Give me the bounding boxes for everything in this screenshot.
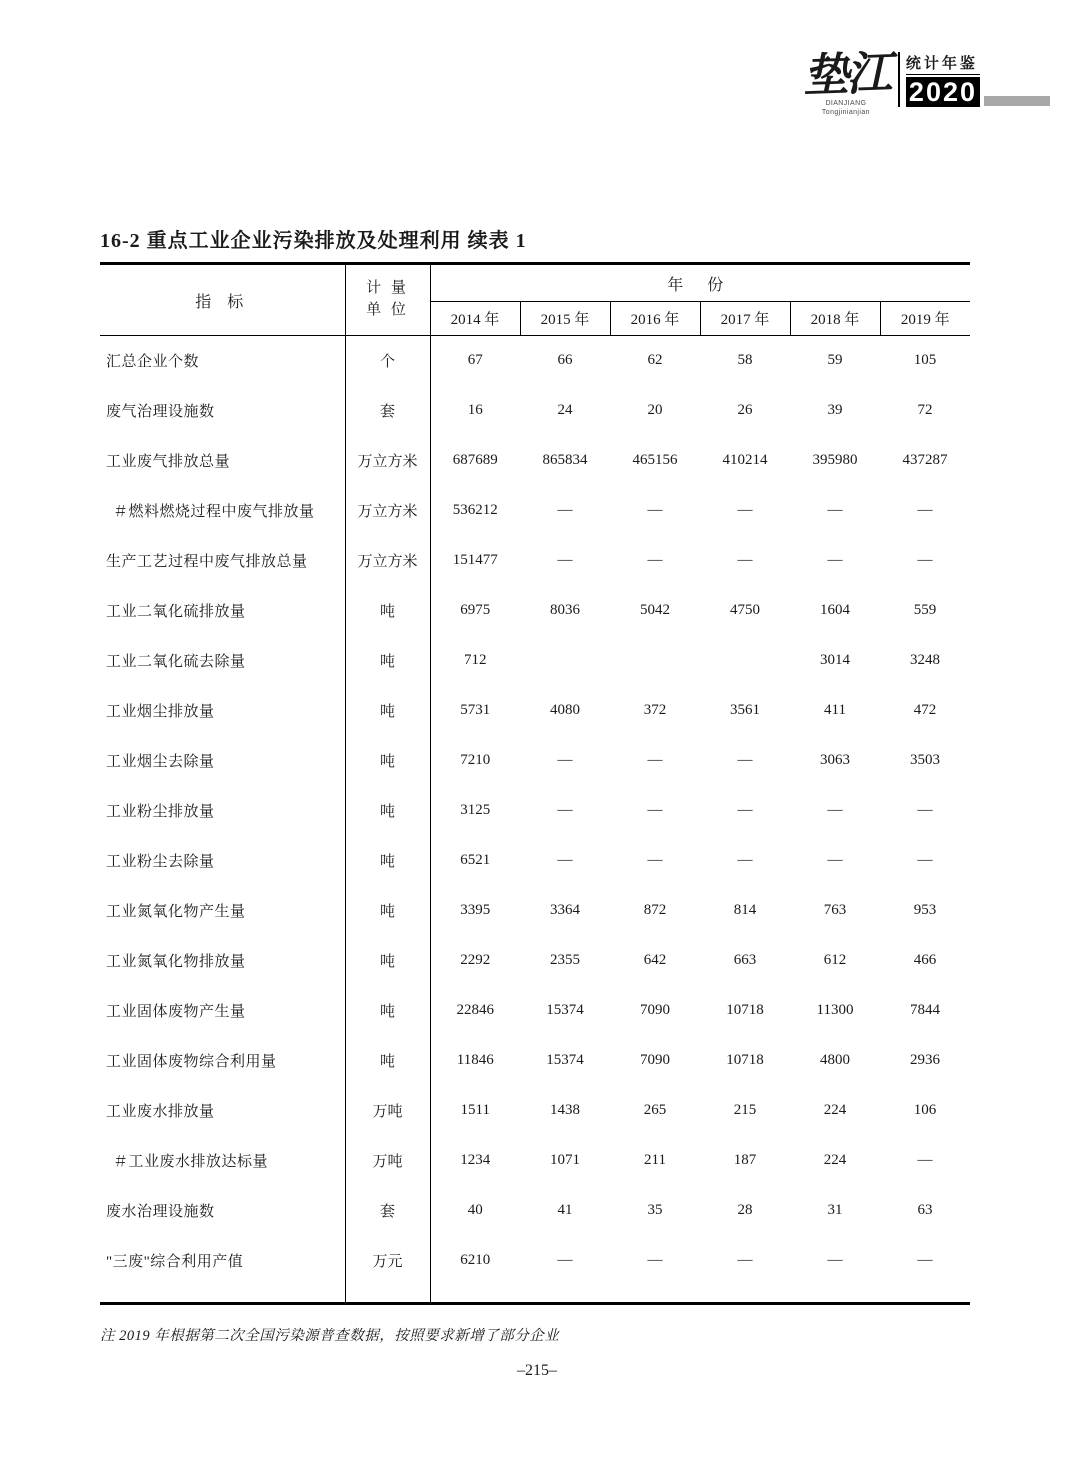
spacer-cell bbox=[345, 1286, 430, 1304]
value-cell: 411 bbox=[824, 702, 846, 718]
value-cell: — bbox=[647, 752, 663, 768]
value-cell: 814 bbox=[733, 902, 757, 918]
indicator-cell: 工业废气排放总量 bbox=[100, 436, 345, 486]
value-cell: 211 bbox=[644, 1152, 666, 1168]
value-cell: 187 bbox=[733, 1152, 757, 1168]
indicator-cell: ＃工业废水排放达标量 bbox=[100, 1136, 345, 1186]
logo-subtext-line2: Tongjinianjian bbox=[821, 108, 870, 116]
value-cell: 22846 bbox=[456, 1002, 494, 1018]
value-cell: 2355 bbox=[550, 952, 580, 968]
unit-cell: 吨 bbox=[345, 686, 430, 736]
indicator-cell: ＃燃料燃烧过程中废气排放量 bbox=[100, 486, 345, 536]
value-cell: 15374 bbox=[546, 1052, 584, 1068]
indicator-cell: 汇总企业个数 bbox=[100, 336, 345, 386]
value-cell: 410214 bbox=[722, 452, 768, 468]
table-row bbox=[100, 936, 970, 986]
unit-cell: 吨 bbox=[345, 936, 430, 986]
value-cell: — bbox=[917, 552, 933, 568]
value-cell: 872 bbox=[643, 902, 667, 918]
unit-cell: 吨 bbox=[345, 736, 430, 786]
value-cell: 16 bbox=[467, 402, 483, 418]
value-cell: 66 bbox=[557, 352, 573, 369]
value-cell: 1071 bbox=[550, 1152, 580, 1168]
value-cell: — bbox=[557, 852, 573, 868]
spacer-cell bbox=[100, 1286, 345, 1304]
value-cell: — bbox=[557, 1252, 573, 1268]
yearbook-logo bbox=[802, 47, 980, 118]
value-cell: 39 bbox=[827, 402, 843, 418]
table-row bbox=[100, 686, 970, 736]
value-cell: 3561 bbox=[730, 702, 760, 718]
table-row bbox=[100, 1186, 970, 1236]
value-cell: — bbox=[917, 1152, 933, 1168]
value-cell: — bbox=[737, 502, 753, 518]
unit-cell: 吨 bbox=[345, 986, 430, 1036]
indicator-cell: 废气治理设施数 bbox=[100, 386, 345, 436]
value-cell: 40 bbox=[467, 1202, 483, 1218]
value-cell: — bbox=[557, 552, 573, 568]
value-cell: 395980 bbox=[812, 452, 858, 468]
logo-subtext bbox=[803, 100, 889, 118]
value-cell: 20 bbox=[647, 402, 663, 418]
table-row bbox=[100, 1086, 970, 1136]
value-cell bbox=[520, 636, 610, 686]
value-cell: 28 bbox=[737, 1202, 753, 1218]
value-cell: — bbox=[737, 852, 753, 868]
value-cell: 2292 bbox=[460, 952, 491, 968]
unit-cell: 万吨 bbox=[345, 1136, 430, 1186]
value-cell: 2936 bbox=[910, 1052, 941, 1068]
value-cell: 63 bbox=[917, 1202, 933, 1218]
unit-cell: 吨 bbox=[345, 786, 430, 836]
value-cell: 15374 bbox=[546, 1002, 584, 1018]
value-cell: 466 bbox=[913, 952, 937, 968]
value-cell: — bbox=[827, 1252, 843, 1268]
value-cell: — bbox=[557, 502, 573, 518]
indicator-cell: 工业粉尘排放量 bbox=[100, 786, 345, 836]
table-row bbox=[100, 486, 970, 536]
value-cell: 3395 bbox=[460, 902, 491, 918]
value-cell: 67 bbox=[467, 352, 483, 369]
value-cell: 10718 bbox=[726, 1002, 764, 1018]
value-cell: 31 bbox=[827, 1202, 843, 1218]
value-cell: 26 bbox=[737, 402, 753, 418]
indicator-cell: 工业烟尘排放量 bbox=[100, 686, 345, 736]
value-cell: — bbox=[647, 852, 663, 868]
value-cell: 472 bbox=[913, 702, 937, 718]
value-cell: 224 bbox=[823, 1152, 847, 1168]
value-cell: 3248 bbox=[910, 652, 941, 668]
page-title: 16-2 重点工业企业污染排放及处理利用 续表 1 bbox=[100, 230, 527, 252]
value-cell: 8036 bbox=[550, 602, 580, 618]
indicator-cell: 生产工艺过程中废气排放总量 bbox=[100, 536, 345, 586]
unit-cell: 万元 bbox=[345, 1236, 430, 1286]
value-cell: 1438 bbox=[550, 1102, 580, 1118]
unit-cell: 吨 bbox=[345, 1036, 430, 1086]
value-cell: 536212 bbox=[452, 502, 498, 518]
value-cell: — bbox=[917, 1252, 933, 1268]
table-row bbox=[100, 786, 970, 836]
indicator-cell: 工业粉尘去除量 bbox=[100, 836, 345, 886]
header-indicator: 指 标 bbox=[100, 264, 345, 336]
value-cell: — bbox=[917, 502, 933, 518]
header-unit-line2: 单 位 bbox=[366, 302, 409, 318]
indicator-cell: 工业氮氧化物产生量 bbox=[100, 886, 345, 936]
unit-cell: 吨 bbox=[345, 586, 430, 636]
header-year-group: 年 份 bbox=[430, 264, 970, 302]
value-cell: 437287 bbox=[902, 452, 948, 468]
table-row bbox=[100, 586, 970, 636]
value-cell: 58 bbox=[737, 352, 753, 369]
value-cell: 7844 bbox=[910, 1002, 941, 1018]
value-cell: 10718 bbox=[726, 1052, 764, 1068]
value-cell: 4800 bbox=[820, 1052, 850, 1068]
indicator-cell: 工业烟尘去除量 bbox=[100, 736, 345, 786]
value-cell: 663 bbox=[733, 952, 757, 968]
table-row bbox=[100, 1136, 970, 1186]
value-cell: 11846 bbox=[456, 1052, 494, 1068]
unit-cell: 万立方米 bbox=[345, 486, 430, 536]
value-cell: 11300 bbox=[816, 1002, 854, 1018]
unit-cell: 万立方米 bbox=[345, 536, 430, 586]
value-cell: 106 bbox=[913, 1102, 937, 1118]
header-year-col-2: 2016 年 bbox=[610, 302, 700, 336]
value-cell: — bbox=[647, 1252, 663, 1268]
value-cell: 4080 bbox=[550, 702, 580, 718]
unit-cell: 吨 bbox=[345, 886, 430, 936]
header-year-col-3: 2017 年 bbox=[700, 302, 790, 336]
value-cell: — bbox=[737, 752, 753, 768]
value-cell: — bbox=[827, 802, 843, 818]
header-year-col-1: 2015 年 bbox=[520, 302, 610, 336]
value-cell: 105 bbox=[913, 352, 937, 369]
value-cell: — bbox=[737, 802, 753, 818]
value-cell bbox=[700, 636, 790, 686]
indicator-cell: 废水治理设施数 bbox=[100, 1186, 345, 1236]
indicator-cell: 工业二氧化硫排放量 bbox=[100, 586, 345, 636]
value-cell: 62 bbox=[647, 352, 663, 369]
value-cell bbox=[610, 636, 700, 686]
header-unit-line1: 计 量 bbox=[366, 280, 409, 297]
spacer-cell bbox=[430, 1286, 970, 1304]
logo-yearbook-title: 统计年鉴 bbox=[906, 52, 980, 75]
value-cell: 1234 bbox=[460, 1152, 491, 1168]
table-row bbox=[100, 886, 970, 936]
value-cell: 151477 bbox=[452, 552, 498, 568]
value-cell: — bbox=[557, 802, 573, 818]
value-cell: 59 bbox=[827, 352, 843, 369]
value-cell: 612 bbox=[823, 952, 847, 968]
value-cell: 6521 bbox=[460, 852, 491, 868]
table-row bbox=[100, 636, 970, 686]
value-cell: 6975 bbox=[460, 602, 491, 618]
header-year-col-4: 2018 年 bbox=[790, 302, 880, 336]
header-year-col-0: 2014 年 bbox=[430, 302, 520, 336]
value-cell: — bbox=[647, 552, 663, 568]
table-row bbox=[100, 336, 970, 386]
table-row bbox=[100, 1036, 970, 1086]
value-cell: 7210 bbox=[460, 752, 491, 768]
value-cell: 865834 bbox=[542, 452, 588, 468]
value-cell: — bbox=[917, 802, 933, 818]
table-row bbox=[100, 436, 970, 486]
value-cell: 5731 bbox=[460, 702, 491, 718]
value-cell: 215 bbox=[733, 1102, 757, 1118]
value-cell: 3063 bbox=[820, 752, 850, 768]
value-cell: 3125 bbox=[460, 802, 491, 818]
indicator-cell: 工业废水排放量 bbox=[100, 1086, 345, 1136]
value-cell: 7090 bbox=[640, 1052, 670, 1068]
value-cell: 1511 bbox=[460, 1102, 490, 1118]
value-cell: 465156 bbox=[632, 452, 678, 468]
value-cell: 5042 bbox=[640, 602, 670, 618]
indicator-cell: 工业氮氧化物排放量 bbox=[100, 936, 345, 986]
logo-calligraphy: 垫江 bbox=[802, 47, 890, 102]
value-cell: — bbox=[557, 752, 573, 768]
spacer-row bbox=[100, 1286, 970, 1304]
value-cell: — bbox=[647, 802, 663, 818]
indicator-cell: 工业固体废物综合利用量 bbox=[100, 1036, 345, 1086]
value-cell: 559 bbox=[913, 602, 937, 618]
indicator-cell: "三废"综合利用产值 bbox=[100, 1236, 345, 1286]
header-year-col-5: 2019 年 bbox=[880, 302, 970, 336]
unit-cell: 个 bbox=[345, 336, 430, 386]
value-cell: 712 bbox=[464, 652, 487, 668]
value-cell: 4750 bbox=[730, 602, 760, 618]
table-row bbox=[100, 386, 970, 436]
value-cell: 35 bbox=[647, 1202, 663, 1218]
value-cell: — bbox=[737, 1252, 753, 1268]
unit-cell: 套 bbox=[345, 386, 430, 436]
table-row bbox=[100, 536, 970, 586]
value-cell: 3364 bbox=[550, 902, 580, 918]
value-cell: 24 bbox=[557, 402, 573, 418]
value-cell: 3014 bbox=[820, 652, 850, 668]
value-cell: — bbox=[827, 502, 843, 518]
unit-cell: 套 bbox=[345, 1186, 430, 1236]
table-row bbox=[100, 836, 970, 886]
logo-year: 2020 bbox=[906, 77, 980, 107]
statistics-table bbox=[100, 262, 970, 1305]
value-cell: 265 bbox=[643, 1102, 667, 1118]
table-note: 注 2019 年根据第二次全国污染源普查数据，按照要求新增了部分企业 bbox=[100, 1328, 560, 1344]
unit-cell: 万立方米 bbox=[345, 436, 430, 486]
value-cell: — bbox=[917, 852, 933, 868]
indicator-cell: 工业二氧化硫去除量 bbox=[100, 636, 345, 686]
value-cell: 687689 bbox=[452, 452, 498, 468]
decorative-bar bbox=[984, 96, 1050, 106]
value-cell: 3503 bbox=[910, 752, 941, 768]
logo-subtext-line1: DIANJIANG bbox=[825, 100, 867, 107]
value-cell: — bbox=[737, 552, 753, 568]
value-cell: 953 bbox=[913, 902, 937, 918]
unit-cell: 万吨 bbox=[345, 1086, 430, 1136]
value-cell: — bbox=[827, 852, 843, 868]
value-cell: 6210 bbox=[460, 1252, 491, 1268]
table-row bbox=[100, 986, 970, 1036]
value-cell: 372 bbox=[643, 702, 667, 718]
value-cell: — bbox=[827, 552, 843, 568]
table-row bbox=[100, 736, 970, 786]
value-cell: 41 bbox=[557, 1202, 573, 1218]
logo-left bbox=[802, 47, 890, 118]
value-cell: 1604 bbox=[820, 602, 850, 618]
value-cell: 7090 bbox=[640, 1002, 670, 1018]
value-cell: 72 bbox=[917, 402, 933, 418]
indicator-cell: 工业固体废物产生量 bbox=[100, 986, 345, 1036]
table-body bbox=[100, 336, 970, 1304]
value-cell: — bbox=[647, 502, 663, 518]
header-unit bbox=[345, 264, 430, 336]
unit-cell: 吨 bbox=[345, 636, 430, 686]
value-cell: 642 bbox=[643, 952, 667, 968]
value-cell: 224 bbox=[823, 1102, 847, 1118]
logo-right bbox=[898, 52, 980, 107]
page-number: –215– bbox=[517, 1362, 557, 1379]
value-cell: 763 bbox=[823, 902, 847, 918]
header-row-group bbox=[100, 264, 970, 302]
unit-cell: 吨 bbox=[345, 836, 430, 886]
table-row bbox=[100, 1236, 970, 1286]
